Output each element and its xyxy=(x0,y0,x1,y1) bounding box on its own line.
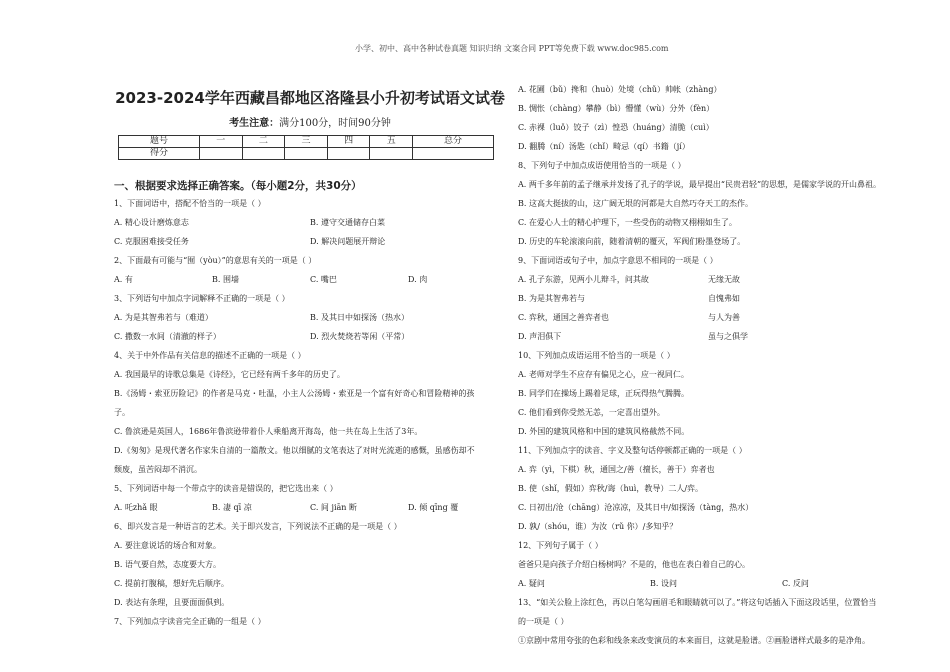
question-1: 1、下面词语中，搭配不恰当的一项是（ ） xyxy=(114,199,266,208)
option-b: B. 遵守交通储存白菜 xyxy=(310,218,385,227)
option-b: B. 惆怅（chàng）攀静（bì）懵懂（wù）分外（fèn） xyxy=(518,104,715,113)
question-10: 10、下列加点成语运用不恰当的一项是（ ） xyxy=(518,351,675,360)
option-c: C. 鲁滨逊是英国人，1686年鲁滨逊带着仆人乘船离开海岛，他一共在岛上生活了3年。 xyxy=(114,427,423,436)
score-cell: 三 xyxy=(285,136,328,148)
option-b: B. 语气要自然，态度要大方。 xyxy=(114,560,221,569)
question-13-passage: ①京剧中常用夸张的色彩和线条来改变演员的本来面目，这就是脸谱。②画脸谱样式最多的是净角。 xyxy=(518,636,870,645)
question-3: 3、下列语句中加点字词解释不正确的一项是（ ） xyxy=(114,294,290,303)
option-d: D. 倾 qīng 覆 xyxy=(408,503,459,512)
option-b: B. 围墙 xyxy=(212,275,239,284)
option-a: A. 花圃（bǔ）搀和（huò）处境（chǔ）帅帐（zhàng） xyxy=(518,85,722,94)
question-9-option-b xyxy=(518,289,918,308)
section-1-heading: 一、根据要求选择正确答案。（每小题2分，共30分） xyxy=(114,180,362,192)
question-1-options xyxy=(114,232,506,251)
question-13-cont: 的一项是（ ） xyxy=(518,617,569,626)
option-b: B. 凄 qī 凉 xyxy=(212,503,252,512)
header-note: 小学、初中、高中各种试卷真题 知识归纳 文案合同 PPT等免费下载 www.doc985.com xyxy=(355,44,669,53)
option-d: D. 烈火焚烧若等闲（平常） xyxy=(310,332,410,341)
question-2: 2、下面最有可能与“囿（yòu）”的意思有关的一项是（ ） xyxy=(114,256,317,265)
option-a-left: A. 孔子东游，见两小儿辩斗，问其故 xyxy=(518,275,649,284)
right-column xyxy=(518,80,918,650)
option-b-right: 自愧弗如 xyxy=(708,294,740,303)
score-table xyxy=(118,135,494,160)
score-table-header-row xyxy=(119,136,494,148)
option-b: B.《汤姆・索亚历险记》的作者是马克・吐温，小主人公汤姆・索亚是一个富有好奇心和冒险精神的孩 xyxy=(114,389,475,398)
score-table-score-row xyxy=(119,148,494,160)
option-b-left: B. 为是其智弗若与 xyxy=(518,294,585,303)
question-11: 11、下列加点字的读音、字义及整句话停顿都正确的一项是（ ） xyxy=(518,446,747,455)
option-c: C. 嘴巴 xyxy=(310,275,337,284)
option-d-cont: 颓废，虽苦闷却不消沉。 xyxy=(114,465,202,474)
option-b: B. 设问 xyxy=(650,579,677,588)
score-cell: 总分 xyxy=(413,136,494,148)
score-input-cell[interactable] xyxy=(327,148,370,160)
option-c: C. 撒数一水间（清澈的样子） xyxy=(114,332,221,341)
option-d: D. 历史的车轮滚滚向前，随着清朝的覆灭，军阀们粉墨登场了。 xyxy=(518,237,746,246)
score-cell: 题号 xyxy=(119,136,200,148)
question-12-options xyxy=(518,574,918,593)
score-cell: 一 xyxy=(199,136,242,148)
question-9-option-a xyxy=(518,270,918,289)
question-9-option-c xyxy=(518,308,918,327)
option-b: B. 同学们在操场上踢着足球，正玩得热气腾腾。 xyxy=(518,389,689,398)
option-c: C. 反问 xyxy=(782,579,809,588)
option-c: C. 间 jiān 断 xyxy=(310,503,357,512)
option-a: A. 为是其智弗若与（难道） xyxy=(114,313,213,322)
option-c-right: 与人为善 xyxy=(708,313,740,322)
question-6: 6、即兴发言是一种语言的艺术。关于即兴发言，下列说法不正确的是一项是（ ） xyxy=(114,522,402,531)
score-cell: 二 xyxy=(242,136,285,148)
option-c: C. 赤裸（luǒ）饺子（zì）惶恐（huáng）清脆（cuì） xyxy=(518,123,714,132)
option-d-right: 虽与之俱学 xyxy=(708,332,748,341)
option-b: B. 使（shǐ，假如）弈秋/诲（huì，教导）二人/弈。 xyxy=(518,484,704,493)
score-row-label: 得分 xyxy=(119,148,200,160)
exam-notice xyxy=(114,117,506,131)
question-9-option-d xyxy=(518,327,918,346)
notice-label: 考生注意： xyxy=(229,118,280,129)
option-d: D.《匆匆》是现代著名作家朱自清的一篇散文。他以细腻的文笔表达了对时光流逝的感慨，虽感伤却不 xyxy=(114,446,475,455)
option-a: A. 要注意说话的场合和对象。 xyxy=(114,541,221,550)
score-input-cell[interactable] xyxy=(413,148,494,160)
score-cell: 五 xyxy=(370,136,413,148)
question-4: 4、关于中外作品有关信息的描述不正确的一项是（ ） xyxy=(114,351,306,360)
question-12: 12、下列句子属于（ ） xyxy=(518,541,603,550)
option-b: B. 及其日中如探汤（热水） xyxy=(310,313,409,322)
option-b-cont: 子。 xyxy=(114,408,130,417)
option-d: D. 外国的建筑风格和中国的建筑风格截然不同。 xyxy=(518,427,690,436)
option-d: D. 肉 xyxy=(408,275,428,284)
exam-title: 2023-2024学年西藏昌都地区洛隆县小升初考试语文试卷 xyxy=(115,89,505,107)
question-3-options xyxy=(114,308,506,327)
option-c: C. 日初出/沧（chāng）沧凉凉，及其日中/如探汤（tàng，热水） xyxy=(518,503,754,512)
question-9: 9、下面词语或句子中，加点字意思不相同的一项是（ ） xyxy=(518,256,718,265)
question-7: 7、下列加点字读音完全正确的一组是（ ） xyxy=(114,617,266,626)
option-c: C. 他们看到你受然无恙，一定喜出望外。 xyxy=(518,408,665,417)
option-d-left: D. 声泪俱下 xyxy=(518,332,562,341)
option-d: D. 解决问题展开辩论 xyxy=(310,237,386,246)
question-5: 5、下列词语中每一个带点字的读音是错误的，把它选出来（ ） xyxy=(114,484,338,493)
question-12-stem: 爸爸只是向孩子介绍白杨树吗？不是的，他也在表白着自己的心。 xyxy=(518,560,750,569)
option-a: A. 吒zhǎ 眼 xyxy=(114,503,158,512)
option-c: C. 克服困难接受任务 xyxy=(114,237,189,246)
option-b: B. 这高大挺拔的山，这广阔无垠的河都是大自然巧夺天工的杰作。 xyxy=(518,199,753,208)
question-3-options xyxy=(114,327,506,346)
question-2-options xyxy=(114,270,506,289)
question-8: 8、下列句子中加点成语使用恰当的一项是（ ） xyxy=(518,161,686,170)
option-d: D. 表达有条理，且要面面俱到。 xyxy=(114,598,230,607)
question-5-options xyxy=(114,498,506,517)
option-a: A. 我国最早的诗歌总集是《诗经》，它已经有两千多年的历史了。 xyxy=(114,370,345,379)
option-c: C. 提前打腹稿，想好先后顺序。 xyxy=(114,579,229,588)
option-d: D. 翻腾（ní）汤匙（chǐ）畸忌（qí）书籍（jí） xyxy=(518,142,690,151)
option-a: A. 疑问 xyxy=(518,579,545,588)
option-c: C. 在爱心人士的精心护理下，一些受伤的动物又栩栩如生了。 xyxy=(518,218,737,227)
option-a-right: 无缘无故 xyxy=(708,275,740,284)
left-column xyxy=(114,86,506,631)
option-a: A. 两千多年前的孟子继承并发扬了孔子的学说，最早提出“民贵君轻”的思想，是儒家学说的开山鼻祖。 xyxy=(518,180,882,189)
score-input-cell[interactable] xyxy=(370,148,413,160)
option-a: A. 弈（yì，下棋）秋，通国之/善（擅长，善于）弈者也 xyxy=(518,465,715,474)
option-a: A. 精心设计磨炼意志 xyxy=(114,218,189,227)
score-input-cell[interactable] xyxy=(242,148,285,160)
option-c-left: C. 弈秋，通国之善弈者也 xyxy=(518,313,609,322)
option-d: D. 孰/（shóu，谁）为汝（rǔ 你）/多知乎？ xyxy=(518,522,678,531)
score-cell: 四 xyxy=(327,136,370,148)
option-a: A. 老师对学生不应存有偏见之心，应一视同仁。 xyxy=(518,370,689,379)
option-a: A. 有 xyxy=(114,275,133,284)
question-1-options xyxy=(114,213,506,232)
question-13: 13、“如关公脸上涂红色，再以白笔勾画眉毛和眼睛就可以了。”将这句话插入下面这段话里，位置恰当 xyxy=(518,598,877,607)
score-input-cell[interactable] xyxy=(285,148,328,160)
notice-text: 满分100分，时间90分钟 xyxy=(279,118,391,129)
score-input-cell[interactable] xyxy=(199,148,242,160)
